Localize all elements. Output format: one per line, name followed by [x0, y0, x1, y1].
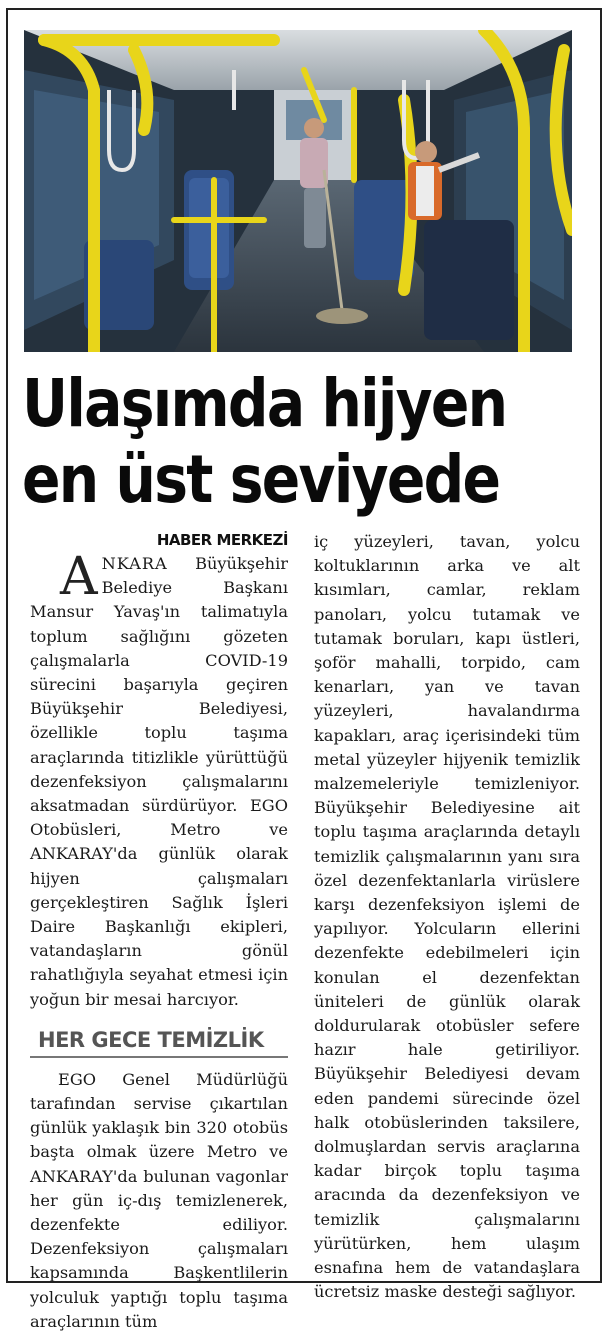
headline-line-1: Ulaşımda hijyen: [22, 365, 507, 442]
dropcap-letter: A: [60, 547, 98, 607]
lead-caps: NKARA: [101, 554, 168, 573]
body-paragraph-right: iç yüzeyleri, tavan, yolcu koltuklarının arka ve alt kısımları, camlar, reklam panoları, yolcu tutamak ve tutamak boruları, kapı üstleri, şoför mahalli, torpido, cam kenarları, yan ve tavan yüzeyleri, havalandırma kapakları, araç içerisindeki tüm metal yüzeyler hijyenik temizlik malzemeleriyle temizleniyor. Büyükşehir Belediyesine ait toplu taşıma araçlarında detaylı temizlik çalışmalarının yanı sıra özel dezenfektanlarla virüslere karşı dezenfeksiyon işlemi de yapılıyor. Yolcuların ellerini dezenfekte edebilmeleri için konulan el dezenfektan üniteleri de günlük olarak doldurularak otobüsler sefere hazır hale getiriliyor. Büyükşehir Belediyesi devam eden pandemi sürecinde özel halk otobüslerinden taksilere, dolmuşlardan servis araçlarına kadar birçok toplu taşıma aracında da dezenfeksiyon ve temizlik çalışmalarını yürütürken, hem ulaşım esnafına hem de vatandaşlara ücretsiz maske desteği sağlıyor.: [314, 532, 580, 1302]
article-frame: [6, 8, 602, 1331]
headline-line-2: en üst seviyede: [22, 441, 500, 518]
byline: HABER MERKEZİ: [156, 531, 288, 549]
bus-cleaning-photo: [24, 30, 572, 352]
article-column-left: [30, 530, 288, 1334]
lead-paragraph: [30, 547, 288, 1012]
article-column-right: [314, 530, 580, 1305]
bus-interior-illustration: [24, 30, 572, 352]
subheading: HER GECE TEMİZLİK: [30, 1026, 288, 1058]
headline: [22, 366, 512, 518]
lead-text: Büyükşehir Belediye Başkanı Mansur Yavaş'ın talimatıyla toplum sağlığını gözeten çalışmalarla COVID-19 sürecini başarıyla geçiren Büyükşehir Belediyesi, özellikle toplu taşıma araçlarında titizlikle yürüttüğü dezenfeksiyon çalışmalarını aksatmadan sürdürüyor. EGO Otobüsleri, Metro ve ANKARAY'da günlük olarak hijyen çalışmaları gerçekleştiren Sağlık İşleri Daire Başkanlığı ekipleri, vatandaşların gönül rahatlığıyla seyahat etmesi için yoğun bir mesai harcıyor.: [30, 554, 288, 1009]
body-paragraph-left: EGO Genel Müdürlüğü tarafından servise çıkartılan günlük yaklaşık bin 320 otobüs başta olmak üzere Metro ve ANKARAY'da bulunan vagonlar her gün iç-dış temizlenerek, dezenfekte ediliyor. Dezenfeksiyon çalışmaları kapsamında Başkentlilerin yolculuk yaptığı toplu taşıma araçlarının tüm: [30, 1069, 288, 1331]
